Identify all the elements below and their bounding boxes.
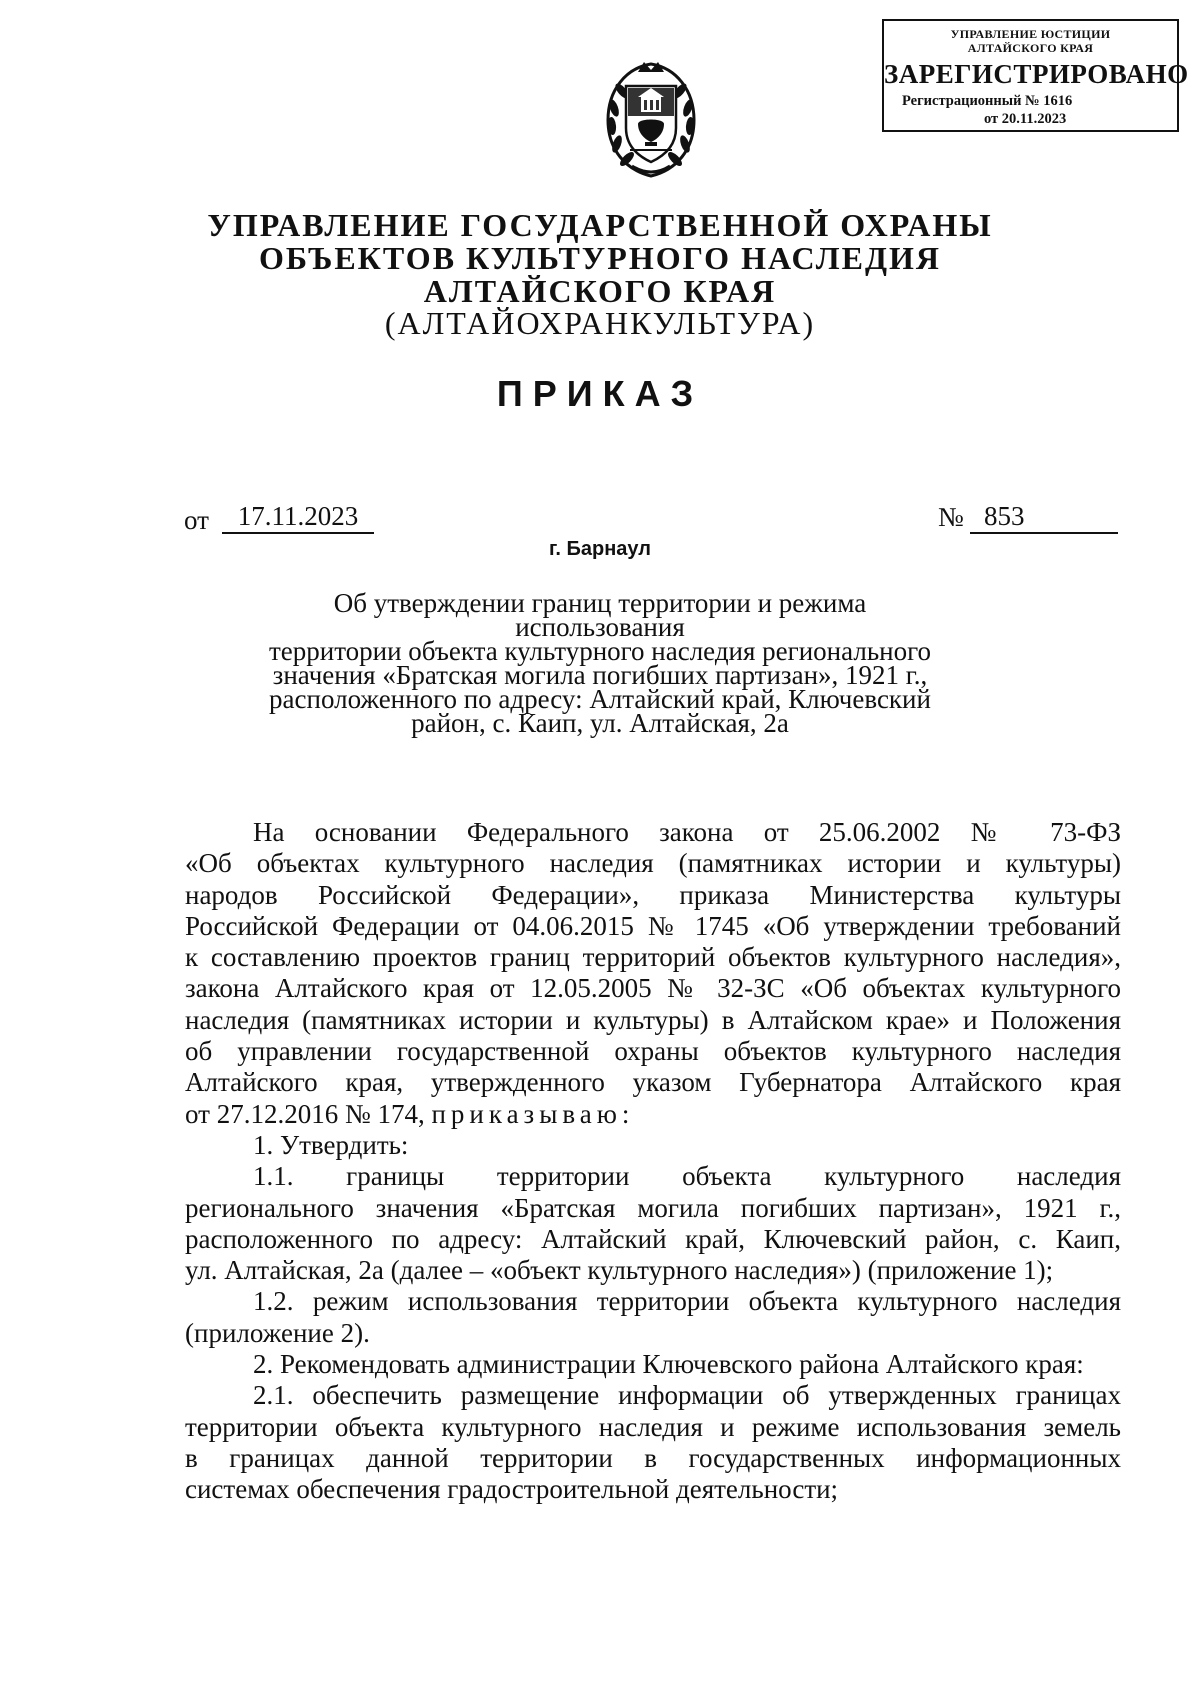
item-2-1-line: 2.1. обеспечить размещение информации об утвержденных границах xyxy=(253,1380,1121,1411)
stamp-authority-line1: УПРАВЛЕНИЕ ЮСТИЦИИ xyxy=(950,27,1111,41)
item-2-1-line: территории объекта культурного наследия и режиме использования земель xyxy=(185,1411,1121,1442)
registration-stamp xyxy=(882,19,1189,132)
stamp-registration-number: Регистрационный № 1616 xyxy=(902,93,1073,109)
org-abbreviation: (АЛТАЙОХРАНКУЛЬТУРА) xyxy=(384,305,816,341)
body-line: «Об объектах культурного наследия (памятниках истории и культуры) xyxy=(185,848,1121,879)
stamp-registration-date: от 20.11.2023 xyxy=(984,111,1067,127)
item-1-1-line: ул. Алтайская, 2а (далее – «объект культурного наследия») (приложение 1); xyxy=(185,1255,1054,1286)
subject-line: Об утверждении границ территории и режима использования xyxy=(333,588,867,642)
body-line: Алтайского края, утвержденного указом Губернатора Алтайского края xyxy=(185,1067,1121,1098)
body-line xyxy=(185,1099,1121,1130)
item-2-1-line: в границах данной территории в государственных информационных xyxy=(185,1442,1121,1473)
subject-line: район, с. Каип, ул. Алтайская, 2а xyxy=(411,708,789,738)
subject-line: значения «Братская могила погибших партизан», 1921 г., xyxy=(272,660,928,690)
org-name-line2: ОБЪЕКТОВ КУЛЬТУРНОГО НАСЛЕДИЯ xyxy=(259,240,941,276)
item-1-1-line: регионального значения «Братская могила погибших партизан», 1921 г., xyxy=(185,1192,1121,1223)
subject-line: расположенного по адресу: Алтайский край, Ключевский xyxy=(269,684,931,714)
org-name-line3: АЛТАЙСКОГО КРАЯ xyxy=(423,273,777,309)
body-line: закона Алтайского края от 12.05.2005 № 32-ЗС «Об объектах культурного xyxy=(185,973,1121,1004)
item-1-2-line: (приложение 2). xyxy=(185,1317,370,1348)
stamp-authority-line2: АЛТАЙСКОГО КРАЯ xyxy=(967,41,1094,55)
item-1-2-line: 1.2. режим использования территории объекта культурного наследия xyxy=(253,1286,1121,1317)
preamble-ending: от 27.12.2016 № 174, xyxy=(185,1098,425,1129)
item-1: 1. Утвердить: xyxy=(253,1129,409,1160)
body-line: народов Российской Федерации», приказа Министерства культуры xyxy=(185,879,1121,910)
body-line: наследия (памятниках истории и культуры) в Алтайском крае» и Положения xyxy=(185,1004,1121,1035)
number-label: № xyxy=(938,502,964,532)
order-subject xyxy=(250,588,950,738)
stamp-title: ЗАРЕГИСТРИРОВАНО xyxy=(884,59,1189,89)
item-2-1-line: системах обеспечения градостроительной деятельности; xyxy=(185,1474,839,1505)
subject-line: территории объекта культурного наследия регионального xyxy=(268,636,931,666)
city: г. Барнаул xyxy=(549,538,651,560)
item-1-1-line: расположенного по адресу: Алтайский край, Ключевский район, с. Каип, xyxy=(185,1223,1121,1254)
altai-krai-coat-of-arms-icon xyxy=(598,58,704,181)
body-line: к составлению проектов границ территорий объектов культурного наследия», xyxy=(185,942,1121,973)
document-type-title: ПРИКАЗ xyxy=(496,373,704,414)
org-name-line1: УПРАВЛЕНИЕ ГОСУДАРСТВЕННОЙ ОХРАНЫ xyxy=(207,207,993,243)
order-number: 853 xyxy=(970,500,1118,534)
item-2: 2. Рекомендовать администрации Ключевского района Алтайского края: xyxy=(253,1349,1084,1380)
body-line: об управлении государственной охраны объектов культурного наследия xyxy=(185,1036,1121,1067)
decree-word: приказываю: xyxy=(431,1098,635,1129)
order-body xyxy=(185,817,1121,1506)
body-line: Российской Федерации от 04.06.2015 № 1745 «Об утверждении требований xyxy=(185,910,1121,941)
body-line: На основании Федерального закона от 25.06.2002 № 73-ФЗ xyxy=(253,817,1121,847)
order-date: 17.11.2023 xyxy=(222,500,374,534)
date-label: от xyxy=(184,505,209,535)
item-1-1-line: 1.1. границы территории объекта культурного наследия xyxy=(253,1161,1121,1192)
